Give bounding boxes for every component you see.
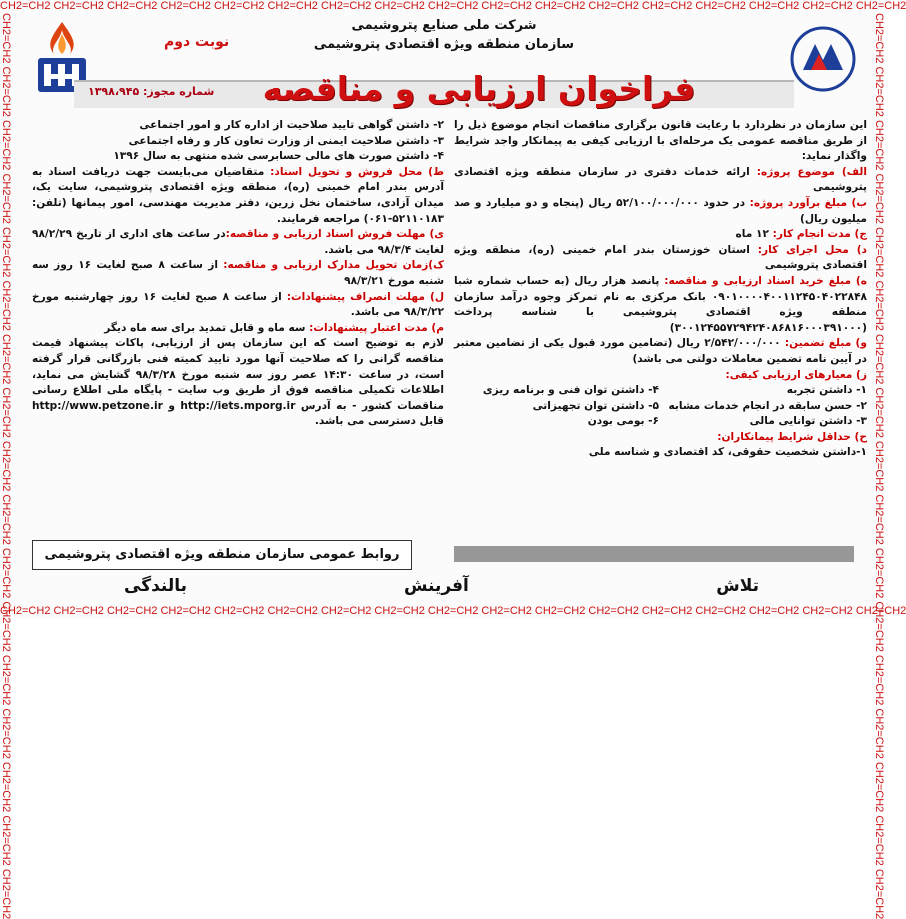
notice-title: فراخوان ارزیابی و مناقصه (262, 69, 696, 108)
criteria-item: ۱- داشتن تجربه (786, 384, 867, 397)
item-k-text: از ساعت ۸ صبح لغایت ۱۶ روز سه شنبه مورخ ۹۸/۳/۲۱ (32, 259, 444, 287)
item-a-label: الف) موضوع پروژه: (756, 165, 867, 178)
criteria-item: ۳- داشتن توانایی مالی (749, 415, 867, 428)
closing-note: لازم به توضیح است که این سازمان پس از ارزیابی، پاکات پیشنهاد قیمت مناقصه گرانی را که صلاحیت آنها مورد تایید کمیته فنی بازرگانی قرار گرفته است، در ساعت ۱۴:۳۰ عصر روز سه شنبه مورخ ۹۸/۳/۲۸ گشایش می نماید، اطلاعات تکمیلی مناقصه فوق از طریق وب سایت - پایگاه ملی اطلاع رسانی مناقصات کشور - به آدرس http://iets.mporg.ir و http://www.petzone.ir قابل دسترسی می باشد. (32, 337, 444, 428)
item-f-text: ۲/۵۴۲/۰۰۰/۰۰۰ ریال (تضامین مورد قبول یکی از تضامین معتبر در آیین نامه تضمین معاملات دولتی می باشد) (454, 337, 867, 365)
footer-word-effort: تلاش (716, 576, 759, 596)
footer-word-growth: بالندگی (124, 576, 187, 596)
criteria-item: ۵- داشتن توان تجهیزاتی (532, 399, 659, 412)
criteria-item: ۴- داشتن توان فنی و برنامه ریزی (482, 384, 659, 397)
item-m-label: م) مدت اعتبار پیشنهادات: (309, 321, 444, 334)
item-f-label: و) مبلغ تضمین: (784, 337, 867, 350)
border-top: CH2=CH2 CH2=CH2 CH2=CH2 CH2=CH2 CH2=CH2 CH2=CH2 CH2=CH2 CH2=CH2 CH2=CH2 CH2=CH2 CH2=CH2 CH2=CH2 CH2=CH2 CH2=CH2 CH2=CH2 CH2=CH2 CH2=CH2 (0, 0, 906, 12)
item-a-text: ارائه خدمات دفتری در سازمان منطقه ویژه اقتصادی پتروشیمی (454, 165, 867, 194)
dark-strip (454, 546, 854, 562)
item-y-text: در ساعت های اداری از تاریخ ۹۸/۲/۲۹ لغایت ۹۸/۳/۴ می باشد. (32, 228, 444, 256)
item-c-text: ۱۲ ماه (735, 228, 769, 241)
item-b (454, 196, 867, 227)
item-c (454, 227, 867, 243)
item-t-label: ط) محل فروش و تحویل اسناد: (270, 165, 444, 178)
footer-word-creation: آفرینش (404, 576, 469, 596)
notice-body (14, 14, 869, 604)
item-e-text: پانصد هزار ریال (به حساب شماره شبا ۰۹۰۱۰۰۰۰۴۰۰۱۱۲۴۵۰۴۰۲۲۸۴۸ بانک مرکزی به نام تمرکز وجوه درآمد سازمان منطقه ویژه اقتصادی پتروشیمی با شناسه پرداخت (۳۰۰۱۲۴۵۵۷۲۹۴۲۴۰۸۶۸۱۶۰۰۰۳۹۱۰۰۰) (454, 274, 867, 334)
requirement-4: ۴- داشتن صورت های مالی حسابرسی شده منتهی به سال ۱۳۹۶ (113, 150, 444, 163)
criteria-item: ۶- بومی بودن (587, 415, 659, 428)
border-right: CH2=CH2 CH2=CH2 CH2=CH2 CH2=CH2 CH2=CH2 CH2=CH2 CH2=CH2 CH2=CH2 CH2=CH2 CH2=CH2 CH2=CH2 CH2=CH2 CH2=CH2 CH2=CH2 CH2=CH2 CH2=CH2 CH2=CH2 (873, 13, 885, 919)
item-h-label: ح) حداقل شرایط پیمانکاران: (717, 430, 867, 443)
item-c-label: ج) مدت انجام کار: (772, 228, 867, 241)
right-column (454, 118, 867, 461)
item-k (32, 258, 444, 289)
intro-text: این سازمان در نظردارد با رعایت قانون برگزاری مناقصات انجام موضوع ذیل را از طریق مناقصه عمومی یک مرحله‌ای با ارزیابی کیفی به پیمانکار واجد شرایط واگذار نماید: (454, 119, 867, 163)
border-bottom: CH2=CH2 CH2=CH2 CH2=CH2 CH2=CH2 CH2=CH2 CH2=CH2 CH2=CH2 CH2=CH2 CH2=CH2 CH2=CH2 CH2=CH2 CH2=CH2 CH2=CH2 CH2=CH2 CH2=CH2 CH2=CH2 CH2=CH2 (0, 605, 906, 617)
requirement-3: ۳- داشتن صلاحیت ایمنی از وزارت تعاون کار و رفاه اجتماعی (128, 134, 444, 147)
zone-emblem-icon (789, 24, 857, 94)
item-t-text: متقاضیان می‌بایست جهت دریافت اسناد به آدرس بندر امام خمینی (ره)، منطقه ویژه اقتصادی پتروشیمی، سایت یک، میدان آزادی، ساختمان نخل زرین، دفتر مدیریت مهندسی، امور پیمانها (تلفن: ۵۲۱۱۰۱۸۳-۰۶۱) مراجعه فرمایند. (32, 165, 444, 225)
item-b-label: ب) مبلغ برآورد پروژه: (749, 196, 867, 209)
item-e-label: ه) مبلغ خرید اسناد ارزیابی و مناقصه: (664, 274, 867, 287)
criteria-item: ۲- حسن سابقه در انجام خدمات مشابه (668, 399, 867, 412)
border-left: CH2=CH2 CH2=CH2 CH2=CH2 CH2=CH2 CH2=CH2 CH2=CH2 CH2=CH2 CH2=CH2 CH2=CH2 CH2=CH2 CH2=CH2 CH2=CH2 CH2=CH2 CH2=CH2 CH2=CH2 CH2=CH2 CH2=CH2 (0, 13, 12, 919)
item-h-text: ۱-داشتن شخصیت حقوقی، کد اقتصادی و شناسه ملی (588, 446, 867, 459)
item-g-label: ز) معیارهای ارزیابی کیفی: (725, 368, 867, 381)
item-g (454, 368, 867, 384)
item-d-label: د) محل اجرای کار: (757, 243, 867, 256)
round-label: نوبت دوم (164, 34, 230, 50)
item-d-text: استان خوزستان بندر امام خمینی (ره)، منطقه ویژه اقتصادی پتروشیمی (454, 243, 867, 272)
item-d (454, 243, 867, 274)
item-y-label: ی) مهلت فروش اسناد ارزیابی و مناقصه: (225, 228, 444, 241)
item-l-label: ل) مهلت انصراف پیشنهادات: (286, 290, 445, 303)
public-relations-box: روابط عمومی سازمان منطقه ویژه اقتصادی پتروشیمی (32, 540, 412, 570)
company-name: شرکت ملی صنایع پتروشیمی (351, 18, 537, 33)
item-m (32, 321, 444, 337)
title-banner (74, 66, 794, 116)
item-l (32, 290, 444, 321)
item-f (454, 336, 867, 367)
item-e (454, 274, 867, 336)
item-k-label: ک)زمان تحویل مدارک ارزیابی و مناقصه: (223, 259, 444, 272)
item-h (454, 430, 867, 446)
organization-name: سازمان منطقه ویژه اقتصادی پتروشیمی (313, 37, 575, 52)
criteria-grid (454, 383, 867, 430)
item-y (32, 227, 444, 258)
item-b-text: در حدود ۵۲/۱۰۰/۰۰۰/۰۰۰ ریال (پنجاه و دو میلیارد و صد میلیون ریال) (454, 196, 867, 225)
item-l-text: از ساعت ۸ صبح لغایت ۱۶ روز چهارشنبه مورخ ۹۸/۳/۲۲ می باشد. (32, 290, 444, 319)
registration-number: شماره مجوز: ۱۳۹۸،۹۴۵ (88, 85, 215, 98)
item-a (454, 165, 867, 196)
item-t (32, 165, 444, 227)
company-header (294, 16, 594, 54)
left-column (32, 118, 444, 430)
item-m-text: سه ماه و قابل تمدید برای سه ماه دیگر (104, 321, 306, 334)
requirement-2: ۲- داشتن گواهی تایید صلاحیت از اداره کار و امور اجتماعی (139, 119, 444, 131)
